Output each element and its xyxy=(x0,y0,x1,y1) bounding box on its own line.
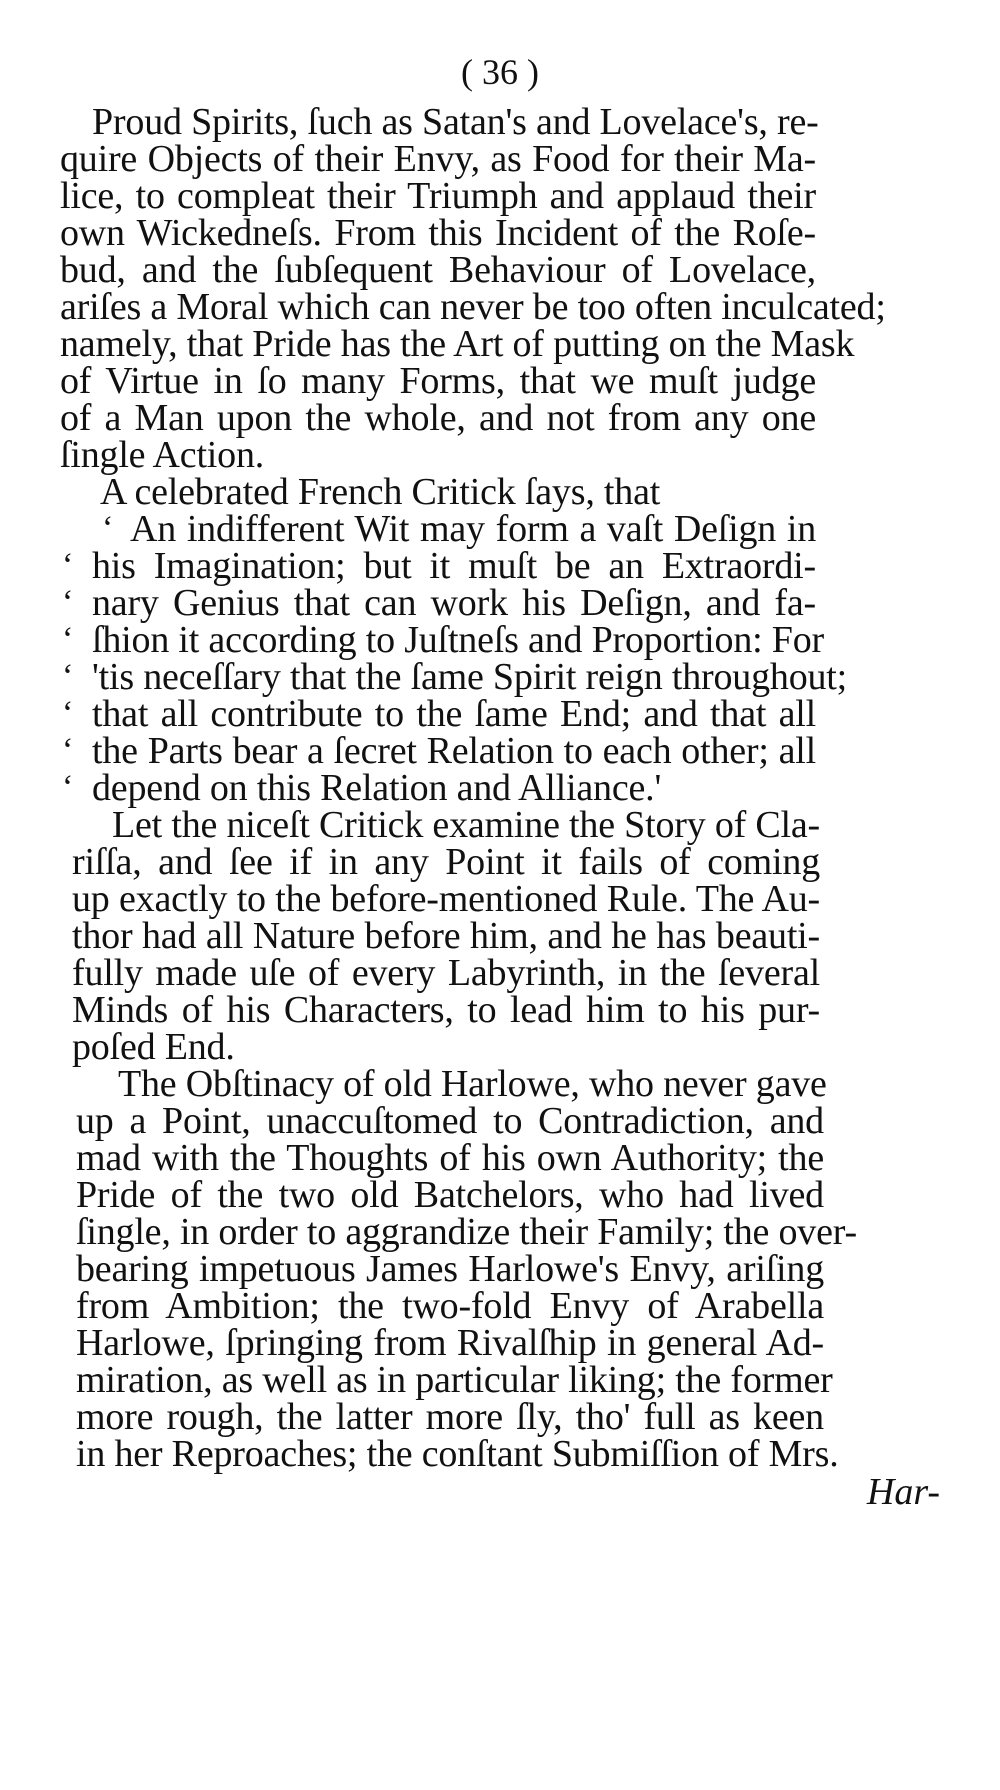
text-line: poſed End. xyxy=(72,1026,235,1068)
quote-mark: ‘ xyxy=(62,695,74,732)
text-line: ſingle Action. xyxy=(60,434,265,476)
text-line: Proud Spirits, ſuch as Satan's and Lovelace's, re- xyxy=(92,101,819,143)
text-line: of Virtue in ſo many Forms, that we muſt judge xyxy=(60,360,816,402)
text-line: namely, that Pride has the Art of putting on the Mask xyxy=(60,323,855,365)
text-line: Pride of the two old Batchelors, who had lived xyxy=(76,1174,824,1216)
quote-mark: ‘ xyxy=(62,732,74,769)
quote-mark: ‘ xyxy=(62,547,74,584)
text-line: thor had all Nature before him, and he has beauti- xyxy=(72,915,820,957)
catchword: Har- xyxy=(866,1471,940,1513)
text-line: Minds of his Characters, to lead him to his pur- xyxy=(72,989,820,1031)
text-line: A celebrated French Critick ſays, that xyxy=(100,471,661,513)
quote-mark: ‘ xyxy=(102,510,114,547)
text-line: 'tis neceſſary that the ſame Spirit reign throughout; xyxy=(92,656,848,698)
text-line: ſhion it according to Juſtneſs and Proportion: For xyxy=(92,619,824,661)
text-line: Let the niceſt Critick examine the Story of Cla- xyxy=(112,804,820,846)
text-line: An indifferent Wit may form a vaſt Deſign in xyxy=(130,508,816,550)
text-line: up exactly to the before-mentioned Rule. The Au- xyxy=(72,878,820,920)
text-line: of a Man upon the whole, and not from any one xyxy=(60,397,816,439)
quote-mark: ‘ xyxy=(62,621,74,658)
text-line: that all contribute to the ſame End; and that all xyxy=(92,693,816,735)
text-line: riſſa, and ſee if in any Point it fails of coming xyxy=(72,841,820,883)
text-line: the Parts bear a ſecret Relation to each other; all xyxy=(92,730,816,772)
text-line: from Ambition; the two-fold Envy of Arabella xyxy=(76,1285,824,1327)
quote-mark: ‘ xyxy=(62,658,74,695)
text-line: in her Reproaches; the conſtant Submiſſion of Mrs. xyxy=(76,1433,839,1475)
text-line: up a Point, unaccuſtomed to Contradiction, and xyxy=(76,1100,824,1142)
text-line: depend on this Relation and Alliance.' xyxy=(92,767,662,809)
text-line: nary Genius that can work his Deſign, and fa- xyxy=(92,582,816,624)
text-line: The Obſtinacy of old Harlowe, who never gave xyxy=(118,1063,827,1105)
text-line: more rough, the latter more ſly, tho' full as keen xyxy=(76,1396,824,1438)
quote-mark: ‘ xyxy=(62,769,74,806)
text-line: his Imagination; but it muſt be an Extraordi- xyxy=(92,545,816,587)
text-line: ariſes a Moral which can never be too often inculcated; xyxy=(60,286,886,328)
page-number: ( 36 ) xyxy=(461,52,539,92)
text-line: fully made uſe of every Labyrinth, in the ſeveral xyxy=(72,952,820,994)
text-line: ſingle, in order to aggrandize their Family; the over- xyxy=(76,1211,857,1253)
text-line: lice, to compleat their Triumph and applaud their xyxy=(60,175,816,217)
text-line: Harlowe, ſpringing from Rivalſhip in general Ad- xyxy=(76,1322,824,1364)
text-line: bearing impetuous James Harlowe's Envy, ariſing xyxy=(76,1248,824,1290)
text-line: miration, as well as in particular liking; the former xyxy=(76,1359,833,1401)
text-line: own Wickedneſs. From this Incident of the Roſe- xyxy=(60,212,816,254)
text-line: mad with the Thoughts of his own Authority; the xyxy=(76,1137,824,1179)
quote-mark: ‘ xyxy=(62,584,74,621)
text-line: bud, and the ſubſequent Behaviour of Lovelace, xyxy=(60,249,816,291)
text-line: quire Objects of their Envy, as Food for their Ma- xyxy=(60,138,816,180)
